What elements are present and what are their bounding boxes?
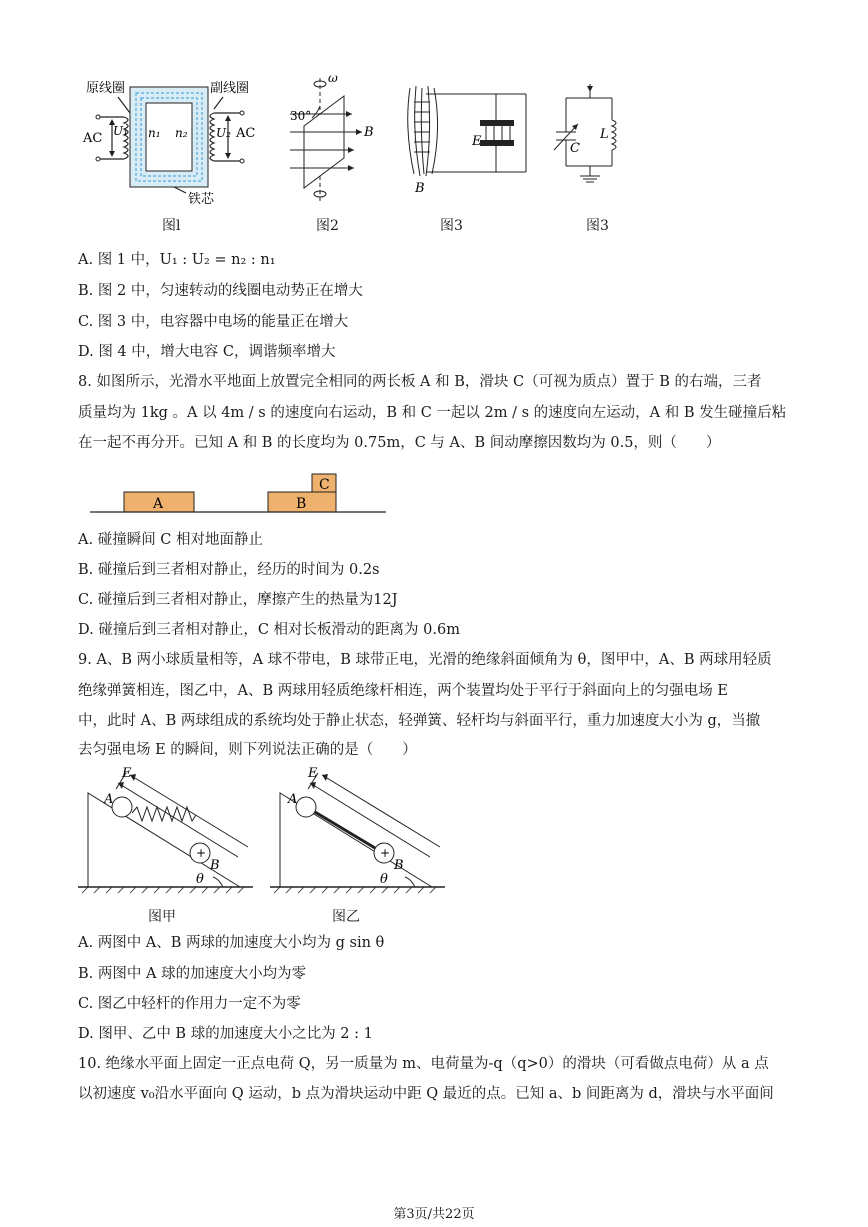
omega-label: ω — [328, 72, 338, 85]
figure-4-tuning-circuit — [548, 80, 638, 190]
yi-e-label: E — [308, 766, 318, 781]
u2-label: U₂ — [216, 126, 231, 140]
jia-e-label: E — [122, 766, 132, 781]
q9-stem-line-3: 中，此时 A、B 两球组成的系统均处于静止状态，轻弹簧、轻杆均与斜面平行，重力加速度大小为 g，当撤 — [78, 713, 761, 729]
q9-stem-line-1: 9. A、B 两小球质量相等，A 球不带电，B 球带正电，光滑的绝缘斜面倾角为 θ，图甲中，A、B 两球用轻质 — [78, 652, 772, 668]
b-field-label: B — [364, 125, 374, 140]
q8-boards-figure — [88, 470, 388, 520]
jia-b-label: B — [210, 858, 220, 873]
q8-stem-line-2: 质量均为 1kg 。A 以 4m / s 的速度向右运动，B 和 C 一起以 2m / s 的速度向左运动，A 和 B 发生碰撞后粘 — [78, 405, 787, 421]
figure-3-lc-field — [402, 82, 532, 197]
primary-coil-label: 原线圈 — [86, 81, 126, 96]
jia-a-label: A — [104, 792, 114, 807]
c-label: C — [570, 141, 580, 156]
figure-1-caption: 图l — [162, 218, 181, 234]
q8-option-a: A. 碰撞瞬间 C 相对地面静止 — [78, 532, 264, 548]
core-label: 铁芯 — [188, 192, 215, 207]
ac-right-label: AC — [236, 126, 256, 141]
q9-figure-jia — [78, 765, 258, 900]
yi-b-label: B — [394, 858, 404, 873]
figure-3-caption: 图3 — [440, 218, 463, 234]
q9-option-a: A. 两图中 A、B 两球的加速度大小均为 g sin θ — [78, 935, 385, 951]
jia-theta-label: θ — [196, 872, 204, 887]
q8-option-c: C. 碰撞后到三者相对静止，摩擦产生的热量为12J — [78, 592, 398, 608]
q9-figure-yi — [270, 765, 450, 900]
l-label: L — [600, 127, 609, 142]
figure-2-caption: 图2 — [316, 218, 339, 234]
q7-option-b: B. 图 2 中，匀速转动的线圈电动势正在增大 — [78, 283, 363, 299]
figure-4-caption: 图3 — [586, 218, 609, 234]
yi-plus-label: + — [380, 846, 391, 860]
board-a-label: A — [153, 496, 164, 512]
q9-caption-jia: 图甲 — [148, 909, 176, 925]
n2-label: n₂ — [175, 126, 188, 140]
q8-stem-line-1: 8. 如图所示，光滑水平地面上放置完全相同的两长板 A 和 B，滑块 C（可视为质点）置于 B 的右端，三者 — [78, 374, 762, 390]
q8-option-d: D. 碰撞后到三者相对静止，C 相对长板滑动的距离为 0.6m — [78, 622, 460, 638]
q9-option-c: C. 图乙中轻杆的作用力一定不为零 — [78, 996, 301, 1012]
angle-label: 30° — [290, 109, 312, 123]
q8-stem-line-3: 在一起不再分开。已知 A 和 B 的长度均为 0.75m，C 与 A、B 间动摩擦因数均为 0.5，则（ ） — [78, 435, 721, 451]
q9-caption-yi: 图乙 — [332, 909, 360, 925]
figure-1-transformer — [78, 75, 268, 210]
b-label: B — [415, 181, 425, 196]
yi-theta-label: θ — [380, 872, 388, 887]
u1-label: U₁ — [113, 124, 128, 138]
page-footer: 第3页/共22页 — [393, 1207, 475, 1222]
q7-option-a: A. 图 1 中，U₁ : U₂ = n₂ : n₁ — [78, 252, 276, 268]
ac-left-label: AC — [83, 131, 103, 146]
figure-2-rotating-coil — [282, 72, 382, 212]
block-c-label: C — [319, 477, 330, 493]
yi-a-label: A — [288, 792, 298, 807]
jia-plus-label: + — [196, 846, 207, 860]
board-b-label: B — [296, 496, 307, 512]
n1-label: n₁ — [148, 126, 161, 140]
e-label: E — [472, 134, 482, 149]
q8-option-b: B. 碰撞后到三者相对静止，经历的时间为 0.2s — [78, 562, 380, 578]
q9-option-d: D. 图甲、乙中 B 球的加速度大小之比为 2 : 1 — [78, 1026, 373, 1042]
q7-option-c: C. 图 3 中，电容器中电场的能量正在增大 — [78, 314, 349, 330]
q9-option-b: B. 两图中 A 球的加速度大小均为零 — [78, 966, 307, 982]
q10-stem-line-2: 以初速度 v₀沿水平面向 Q 运动，b 点为滑块运动中距 Q 最近的点。已知 a、b 间距离为 d，滑块与水平面间 — [78, 1086, 774, 1102]
q10-stem-line-1: 10. 绝缘水平面上固定一正点电荷 Q，另一质量为 m、电荷量为-q（q>0）的滑块（可看做点电荷）从 a 点 — [78, 1056, 769, 1072]
q9-stem-line-2: 绝缘弹簧相连，图乙中，A、B 两球用轻质绝缘杆相连，两个装置均处于平行于斜面向上的匀强电场 E — [78, 683, 728, 699]
secondary-coil-label: 副线圈 — [210, 81, 250, 96]
q9-stem-line-4: 去匀强电场 E 的瞬间，则下列说法正确的是（ ） — [78, 742, 417, 758]
q7-option-d: D. 图 4 中，增大电容 C，调谐频率增大 — [78, 344, 336, 360]
